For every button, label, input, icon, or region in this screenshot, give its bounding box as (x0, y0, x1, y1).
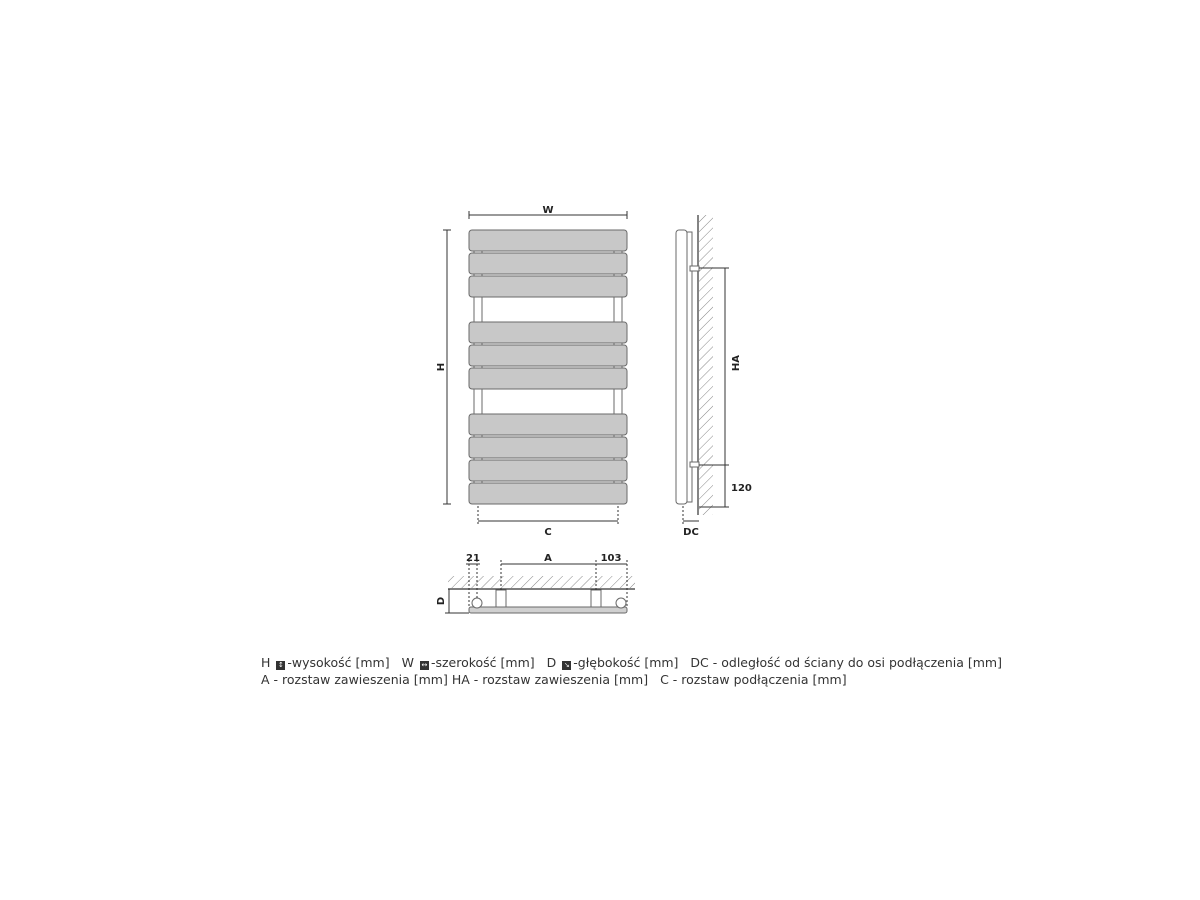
legend-line-1 (261, 654, 1161, 671)
radiator-panel (469, 437, 627, 458)
radiator-panel (469, 322, 627, 343)
radiator-panel (469, 276, 627, 297)
wall-hatch (699, 215, 713, 515)
top-view (436, 553, 635, 613)
top-bracket-left (496, 590, 506, 607)
legend-w-letter: W (401, 655, 414, 670)
label-dc: DC (683, 527, 699, 538)
radiator-top-body (469, 607, 627, 613)
legend (261, 654, 1161, 688)
legend-line-2 (261, 671, 1161, 688)
legend-ha-text: HA - rozstaw zawieszenia [mm] (451, 672, 649, 687)
dimension-d (445, 589, 469, 613)
label-a: A (544, 553, 552, 564)
panel-group-bottom (469, 414, 627, 504)
side-view (676, 215, 752, 538)
legend-c-text: C - rozstaw podłączenia [mm] (660, 672, 847, 687)
dimension-c (478, 506, 618, 524)
panel-group-middle (469, 322, 627, 389)
radiator-panel (469, 483, 627, 504)
radiator-side-body (676, 230, 687, 504)
radiator-panel (469, 230, 627, 251)
top-bracket-right (591, 590, 601, 607)
radiator-panel (469, 368, 627, 389)
top-wall-hatch (448, 576, 635, 588)
radiator-panel (469, 414, 627, 435)
depth-icon: ↘ (563, 661, 570, 669)
label-w: W (542, 205, 554, 216)
legend-w-text: -szerokość [mm] (430, 655, 535, 670)
wall-bracket-top (690, 266, 699, 271)
label-h: H (436, 362, 447, 372)
legend-d-letter: D (546, 655, 557, 670)
width-icon: ↔ (421, 661, 428, 669)
height-icon: ↕ (277, 661, 284, 669)
front-view (436, 205, 627, 538)
right-connection-circle (616, 598, 626, 608)
legend-h-text: -wysokość [mm] (287, 655, 390, 670)
label-103: 103 (600, 553, 622, 564)
label-120: 120 (731, 483, 752, 494)
label-21: 21 (466, 553, 480, 564)
label-ha: HA (731, 354, 742, 372)
legend-d-text: -głębokość [mm] (573, 655, 679, 670)
legend-a-text: A - rozstaw zawieszenia [mm] (261, 672, 448, 687)
legend-h-letter: H (261, 655, 271, 670)
left-connection-circle (472, 598, 482, 608)
radiator-panel (469, 253, 627, 274)
label-d: D (436, 596, 447, 606)
dimension-dc (683, 506, 699, 524)
radiator-panel (469, 460, 627, 481)
legend-dc-text: DC - odległość od ściany do osi podłączenia [mm] (690, 655, 1002, 670)
panel-group-top (469, 230, 627, 297)
radiator-panel (469, 345, 627, 366)
wall-bracket-bottom (690, 462, 699, 467)
label-c: C (544, 527, 552, 538)
